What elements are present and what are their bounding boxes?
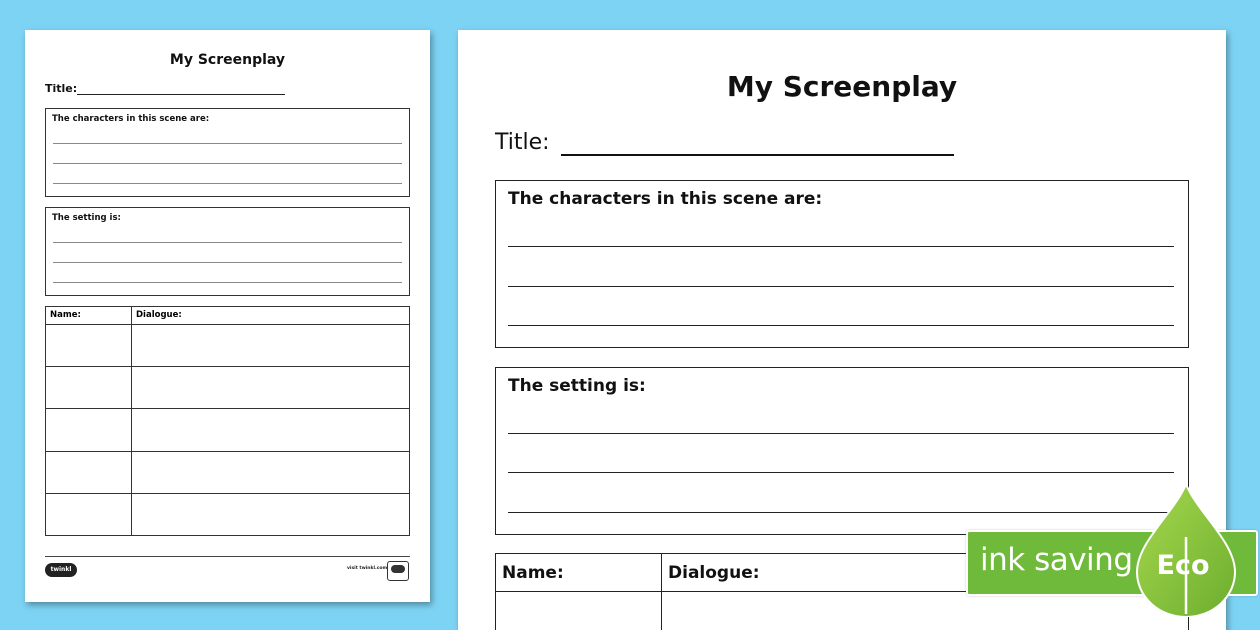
name-cell <box>46 451 132 493</box>
dialogue-table <box>45 306 410 536</box>
write-line <box>508 433 1174 434</box>
quality-badge-icon <box>387 561 409 581</box>
table-row <box>46 325 410 367</box>
setting-label: The setting is: <box>52 213 121 223</box>
table-row <box>46 367 410 409</box>
setting-box <box>495 367 1189 535</box>
worksheet-title: My Screenplay <box>726 70 958 103</box>
table-row <box>46 409 410 451</box>
table-row <box>46 493 410 535</box>
dialogue-header: Dialogue: <box>662 554 1189 592</box>
characters-label: The characters in this scene are: <box>52 114 210 124</box>
title-write-line <box>77 94 285 95</box>
characters-label: The characters in this scene are: <box>508 189 823 209</box>
write-line <box>53 282 402 283</box>
write-line <box>508 512 1174 513</box>
setting-box <box>45 207 410 296</box>
characters-box <box>45 108 410 197</box>
name-cell <box>496 592 662 630</box>
worksheet-preview-small <box>25 30 430 602</box>
write-line <box>53 262 402 263</box>
write-line <box>53 143 402 144</box>
title-label: Title: <box>495 130 550 155</box>
setting-label: The setting is: <box>508 376 646 396</box>
dialogue-cell <box>132 493 410 535</box>
write-line <box>508 246 1174 247</box>
table-header-row <box>46 307 410 325</box>
ink-saving-text: ink saving <box>980 542 1133 578</box>
table-row <box>496 592 1189 630</box>
name-cell <box>46 493 132 535</box>
write-line <box>508 472 1174 473</box>
write-line <box>53 242 402 243</box>
name-cell <box>46 367 132 409</box>
worksheet-title: My Screenplay <box>169 52 286 68</box>
name-header: Name: <box>496 554 662 592</box>
write-line <box>53 183 402 184</box>
eco-drop-label: Eco <box>1156 550 1210 581</box>
dialogue-cell <box>132 367 410 409</box>
title-write-line <box>561 154 954 156</box>
dialogue-cell <box>132 409 410 451</box>
write-line <box>53 163 402 164</box>
twinkl-logo: twinkl <box>45 563 77 577</box>
dialogue-header: Dialogue: <box>132 307 410 325</box>
characters-box <box>495 180 1189 348</box>
name-cell <box>46 325 132 367</box>
table-row <box>46 451 410 493</box>
dialogue-cell <box>132 451 410 493</box>
name-header: Name: <box>46 307 132 325</box>
title-label: Title: <box>45 82 78 95</box>
dialogue-cell <box>132 325 410 367</box>
footer-visit-text: visit twinkl.com <box>347 566 388 571</box>
write-line <box>508 325 1174 326</box>
name-cell <box>46 409 132 451</box>
write-line <box>508 286 1174 287</box>
eco-drop-icon <box>1127 482 1245 617</box>
dialogue-cell <box>662 592 1189 630</box>
footer-divider <box>45 556 410 557</box>
